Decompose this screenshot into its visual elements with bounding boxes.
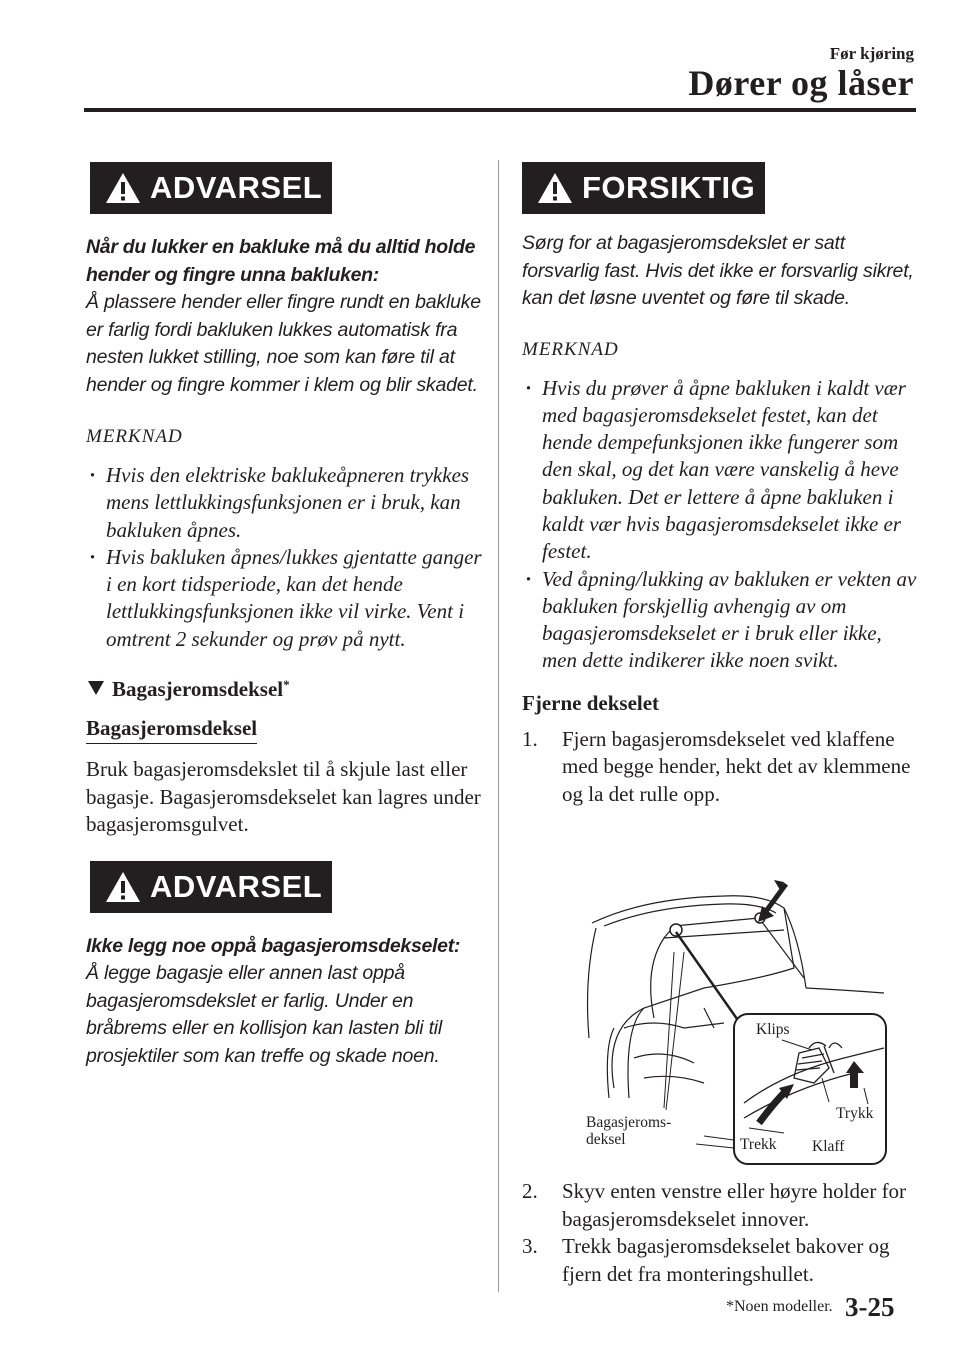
warning-text: Å legge bagasje eller annen last oppå bagasjeromsdekslet er farlig. Under en bråbrems eller en kollisjon kan lasten bli til prosjektiler som kan treffe og skade noen.	[86, 962, 443, 1067]
page-title: Dører og låser	[688, 63, 914, 103]
label-flap: Klaff	[812, 1138, 845, 1155]
steps-list-1	[522, 726, 918, 809]
header-rule	[84, 108, 916, 112]
warning-bold-line: Når du lukker en bakluke må du alltid holde hender og fingre unna bakluken:	[86, 236, 476, 286]
section-heading	[86, 677, 482, 702]
note-list	[86, 462, 482, 653]
caution-text: Sørg for at bagasjeromsdekslet er satt forsvarlig fast. Hvis det ikke er forsvarlig sikret, kan det løsne uventet og føre til skade.	[522, 232, 914, 309]
step-number: 2.	[522, 1179, 538, 1203]
note-label: MERKNAD	[522, 338, 619, 360]
warning-badge-label: ADVARSEL	[150, 868, 323, 904]
footnote: *Noen modeller.	[726, 1298, 833, 1315]
warning-bold-line: Ikke legg noe oppå bagasjeromsdekselet:	[86, 934, 461, 957]
section-heading-text: Bagasjeromsdeksel	[112, 677, 284, 702]
page-number: 3-25	[845, 1292, 895, 1322]
note-item: · Hvis du prøver å åpne bakluken i kaldt vær med bagasjeromsdekselet festet, kan det hende dempefunksjonen ikke fungerer som den skal, og det kan være vanskelig å heve bakluken. Det er lettere å åpne bakluken i kaldt vær hvis bagasjeromsdekselet ikke er festet.	[522, 375, 918, 566]
warning-badge-label: ADVARSEL	[150, 170, 323, 205]
label-push: Trykk	[836, 1105, 874, 1122]
cargo-cover-illustration	[584, 878, 890, 1168]
label-clips: Klips	[756, 1021, 790, 1038]
footnote-marker: *	[283, 677, 290, 693]
note-item: · Hvis den elektriske baklukeåpneren trykkes mens lettlukkingsfunksjonen er i bruk, kan bakluken åpnes.	[86, 462, 482, 544]
header-section: Før kjøring	[829, 44, 914, 63]
warning-triangle-icon	[104, 171, 142, 205]
triangle-marker-icon	[88, 681, 104, 695]
step-item	[522, 1233, 918, 1288]
step-text: Trekk bagasjeromsdekselet bakover og fjern det fra monteringshullet.	[562, 1234, 890, 1286]
step-text: Skyv enten venstre eller høyre holder for bagasjeromsdekselet innover.	[562, 1179, 907, 1231]
label-pull: Trekk	[740, 1136, 777, 1153]
label-cover-line1: Bagasjeroms-	[586, 1114, 672, 1131]
step-item	[522, 1178, 918, 1233]
label-cover-line2: deksel	[586, 1131, 626, 1148]
left-column	[86, 162, 482, 1070]
right-column	[522, 162, 918, 808]
caution-badge-label: FORSIKTIG	[582, 170, 756, 205]
caution-badge	[522, 162, 765, 214]
step-text: Fjern bagasjeromsdekselet ved klaffene med begge hender, hekt det av klemmene og la det rulle opp.	[562, 726, 911, 806]
step-number: 3.	[522, 1234, 538, 1258]
sub-heading: Bagasjeromsdeksel	[86, 716, 257, 744]
note-item: · Ved åpning/lukking av bakluken er vekten av bakluken forskjellig avhengig av om bagasjeromsdekselet er i bruk eller ikke, men dette indikerer ikke noen svikt.	[522, 566, 918, 675]
body-paragraph: Bruk bagasjeromsdekslet til å skjule last eller bagasje. Bagasjeromsdekselet kan lagres under bagasjeromsgulvet.	[86, 757, 481, 837]
note-item: · Hvis bakluken åpnes/lukkes gjentatte ganger i en kort tidsperiode, kan det hende lettlukkingsfunksjonen ikke vil virke. Vent i omtrent 2 sekunder og prøv på nytt.	[86, 544, 482, 653]
procedure-heading: Fjerne dekselet	[522, 690, 660, 715]
note-list	[522, 375, 918, 675]
step-item	[522, 726, 918, 809]
warning-text: Å plassere hender eller fingre rundt en bakluke er farlig fordi bakluken lukkes automatisk fra nesten lukket stilling, noe som kan føre til at hender og fingre kommer i klem og blir skadet.	[86, 291, 481, 396]
note-label: MERKNAD	[86, 426, 183, 447]
warning-triangle-icon	[536, 171, 574, 205]
step-number: 1.	[522, 726, 538, 751]
column-divider	[498, 160, 499, 1292]
warning-badge	[90, 861, 332, 913]
warning-triangle-icon	[104, 870, 142, 904]
steps-list-2	[522, 1178, 918, 1288]
warning-badge	[90, 162, 332, 214]
